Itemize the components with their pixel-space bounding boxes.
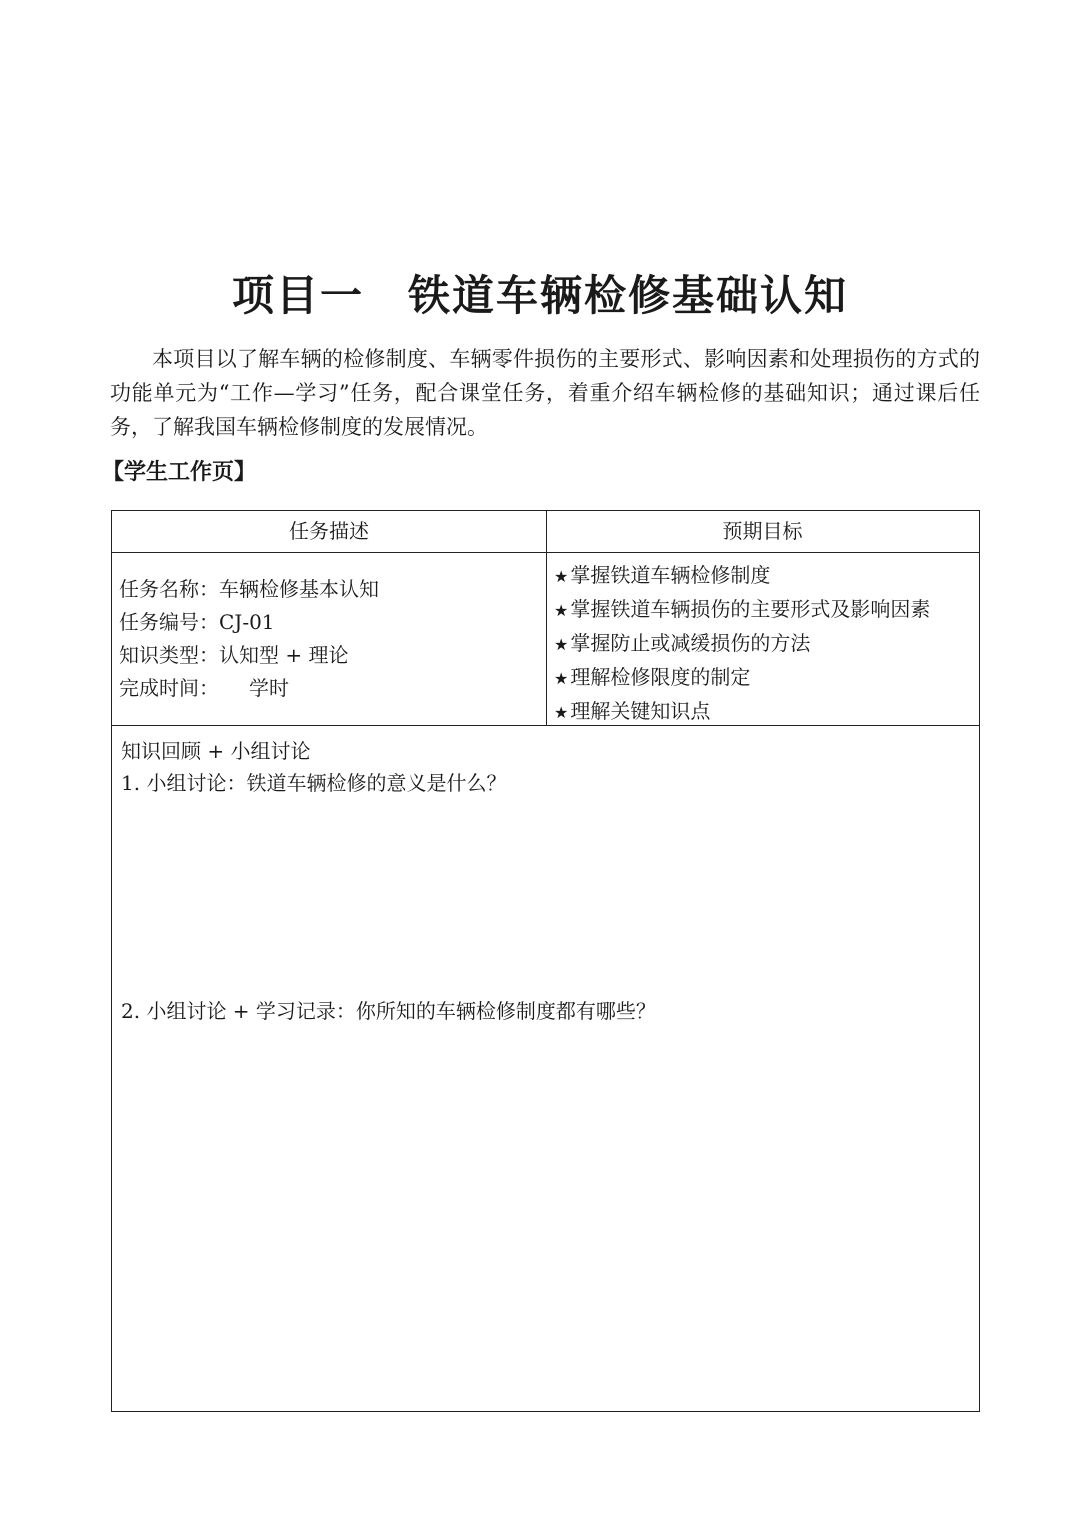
- goal-item: ★ 掌握铁道车辆损伤的主要形式及影响因素: [554, 597, 931, 621]
- knowledge-type: 知识类型：认知型 + 理论: [119, 643, 349, 667]
- star-icon: ★: [554, 703, 569, 722]
- goal-item: ★ 掌握防止或减缓损伤的方法: [554, 631, 811, 655]
- completion-time: 完成时间： 学时: [119, 676, 289, 700]
- worksheet-table: [111, 510, 980, 1412]
- intro-paragraph: 本项目以了解车辆的检修制度、车辆零件损伤的主要形式、影响因素和处理损伤的方式的功能单元为“工作—学习”任务，配合课堂任务，着重介绍车辆检修的基础知识；通过课后任务，了解我国车辆检修制度的发展情况。: [110, 347, 980, 439]
- star-icon: ★: [554, 567, 569, 586]
- section-heading: 【学生工作页】: [102, 460, 257, 485]
- header-expected-goals: 预期目标: [722, 519, 803, 543]
- goal-list: [554, 559, 974, 729]
- task-name: 任务名称：车辆检修基本认知: [119, 577, 379, 601]
- star-icon: ★: [554, 669, 569, 688]
- header-task-description: 任务描述: [289, 519, 369, 543]
- star-icon: ★: [554, 601, 569, 620]
- task-info: [119, 573, 539, 705]
- question-1: 1. 小组讨论：铁道车辆检修的意义是什么？: [121, 771, 507, 795]
- goal-item: ★ 理解关键知识点: [554, 699, 711, 723]
- discussion-title: 知识回顾 + 小组讨论: [121, 739, 311, 763]
- goal-item: ★ 理解检修限度的制定: [554, 665, 751, 689]
- goal-item: ★ 掌握铁道车辆检修制度: [554, 563, 771, 587]
- page-title: 项目一 铁道车辆检修基础认知: [231, 271, 848, 320]
- task-number: 任务编号：CJ-01: [119, 610, 275, 634]
- question-2: 2. 小组讨论 + 学习记录：你所知的车辆检修制度都有哪些？: [121, 999, 656, 1023]
- discussion-section: [121, 735, 971, 768]
- star-icon: ★: [554, 635, 569, 654]
